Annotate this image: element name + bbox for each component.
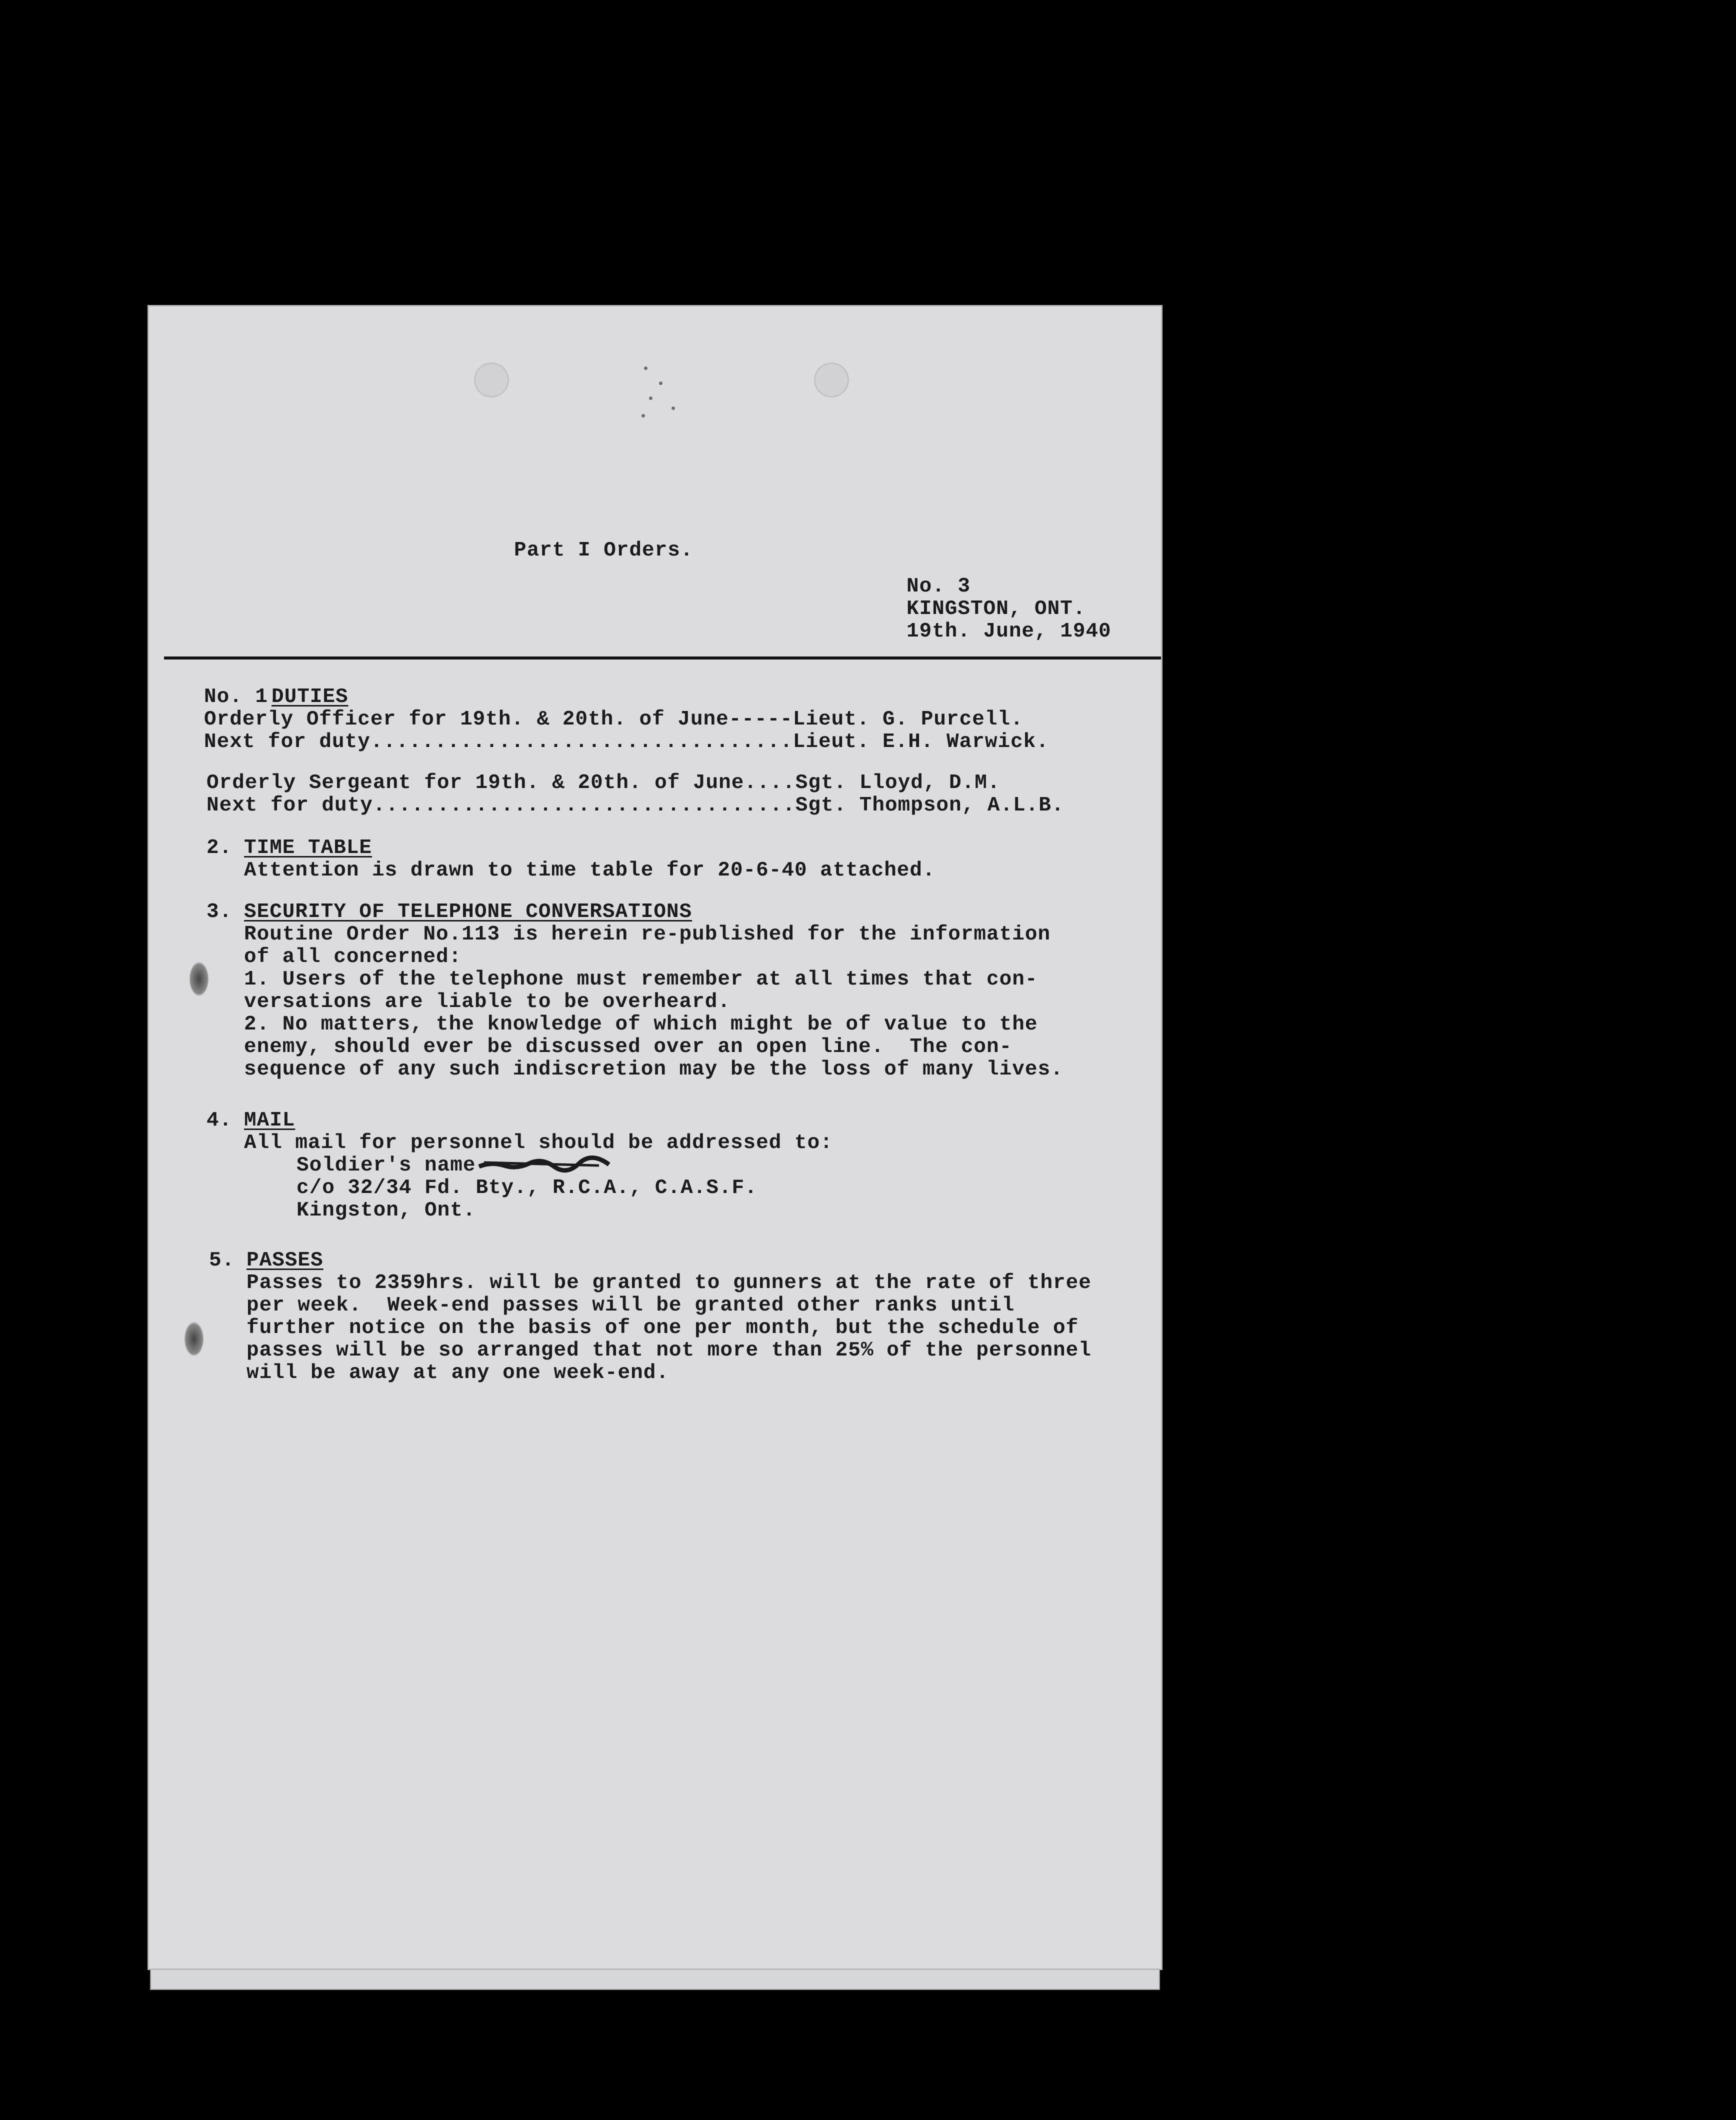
- section-4-line: Kingston, Ont.: [296, 1199, 476, 1222]
- section-5-line: Passes to 2359hrs. will be granted to gunners at the rate of three: [246, 1272, 1092, 1294]
- section-3-heading: SECURITY OF TELEPHONE CONVERSATIONS: [244, 900, 692, 924]
- section-1-line: Next for duty.................................Sgt. Thompson, A.L.B.: [206, 794, 1064, 817]
- document-page: [148, 305, 1162, 1970]
- section-3-line: 2. No matters, the knowledge of which might be of value to the: [244, 1013, 1038, 1036]
- struck-out-text: [476, 1156, 616, 1176]
- paper-speck: [642, 414, 645, 418]
- section-4-line: All mail for personnel should be addressed to:: [244, 1132, 833, 1154]
- section-4-heading: MAIL: [244, 1109, 296, 1132]
- punch-hole-left: [474, 362, 509, 398]
- section-1-line: Orderly Sergeant for 19th. & 20th. of June....Sgt. Lloyd, D.M.: [206, 772, 1000, 794]
- order-number: No. 3: [906, 575, 971, 598]
- section-5-line: per week. Week-end passes will be granted other ranks until: [246, 1294, 1015, 1317]
- section-3-number: 3.: [206, 900, 232, 924]
- paper-speck: [649, 396, 652, 400]
- paper-speck: [659, 382, 662, 385]
- section-5-number: 5.: [209, 1249, 235, 1272]
- section-4-line: c/o 32/34 Fd. Bty., R.C.A., C.A.S.F.: [296, 1176, 758, 1200]
- section-2-heading: TIME TABLE: [244, 836, 372, 860]
- section-1-line: Next for duty.................................Lieut. E.H. Warwick.: [204, 730, 1049, 754]
- section-3-line: versations are liable to be overheard.: [244, 990, 730, 1014]
- header-rule: [164, 656, 1162, 660]
- section-3-line: sequence of any such indiscretion may be the loss of many lives.: [244, 1058, 1064, 1081]
- section-3-line: 1. Users of the telephone must remember at all times that con-: [244, 968, 1038, 991]
- margin-smudge: [189, 962, 209, 996]
- section-3-line: enemy, should ever be discussed over an open line. The con-: [244, 1036, 1012, 1058]
- section-5-line: passes will be so arranged that not more than 25% of the personnel: [246, 1339, 1092, 1362]
- section-5-heading: PASSES: [246, 1249, 324, 1272]
- punch-hole-right: [814, 362, 849, 398]
- section-3-line: of all concerned:: [244, 946, 462, 968]
- paper-speck: [672, 406, 675, 410]
- section-3-line: Routine Order No.113 is herein re-published for the information: [244, 923, 1051, 946]
- section-5-line: further notice on the basis of one per month, but the schedule of: [246, 1316, 1079, 1340]
- order-date: 19th. June, 1940: [906, 620, 1112, 643]
- document-title: Part I Orders.: [514, 539, 694, 562]
- section-5-line: will be away at any one week-end.: [246, 1362, 669, 1384]
- order-place: KINGSTON, ONT.: [906, 598, 1086, 620]
- section-1-heading: DUTIES: [272, 686, 348, 708]
- section-4-number: 4.: [206, 1109, 232, 1132]
- section-1-line: Orderly Officer for 19th. & 20th. of June-----Lieut. G. Purcell.: [204, 708, 1024, 731]
- section-2-line: Attention is drawn to time table for 20-6-40 attached.: [244, 859, 936, 882]
- section-1-number: No. 1.: [204, 686, 281, 708]
- section-4-line: Soldier's name: [296, 1154, 476, 1177]
- section-2-number: 2.: [206, 836, 232, 860]
- margin-smudge: [184, 1322, 204, 1356]
- paper-speck: [644, 366, 648, 370]
